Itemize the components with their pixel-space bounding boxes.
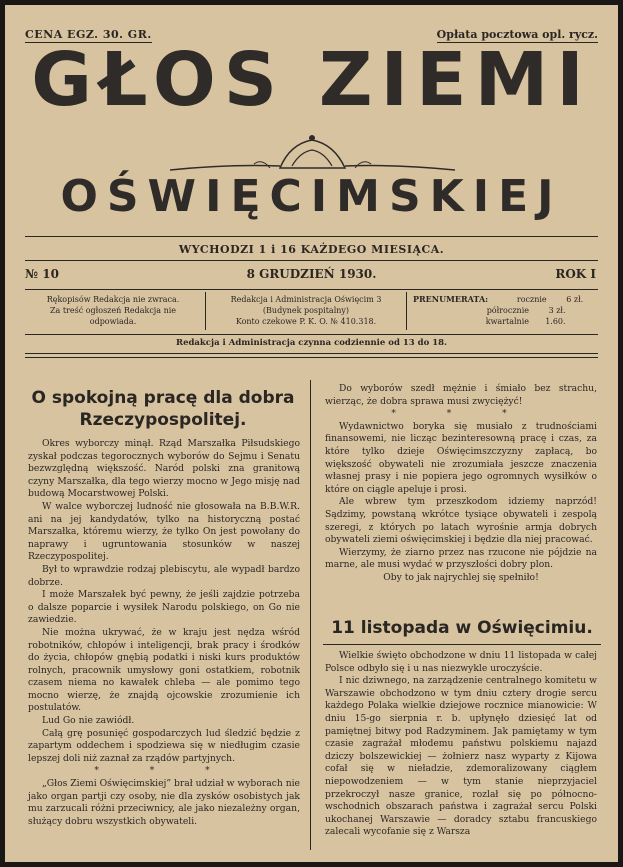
paragraph: Nie można ukrywać, że w kraju jest nędza wśród robotników, chłopów i inteligencji, brak pracy i środków do życia, chłopów gnębią podatki i niski kurs produktów rolnych, pracownik umysłowy goni ostatkiem, robotnik czasem niema no kawałek chleba — ale pomimo tego mocno wierzę, że znajdą ojcowskie zrozumienie ich postulatów. [28,626,300,714]
section-separator: * * * [94,766,234,777]
volume-year: ROK I [555,267,596,281]
paragraph: Wierzymy, że ziarno przez nas rzucone nie pójdzie na marne, ale musi wydać w przyszłości dobry plon. [325,546,597,571]
postage-label: Opłata pocztowa opl. rycz. [436,28,598,41]
issue-number: № 10 [25,267,59,281]
column-divider [310,380,311,850]
office-hours: Redakcja i Administracja czynna codziennie od 13 do 18. [176,338,447,348]
tagline-divider [25,260,598,261]
paragraph: W walce wyborczej ludność nie głosowała na B.B.W.R. ani na jej kandydatów, tylko na historyczną postać Marszałka, któremu wierzy, że tylko On jest powołany do naprawy i ugruntowania stosunków w naszej Rzeczypospolitej. [28,500,300,563]
paragraph: I nic dziwnego, na zarządzenie centralnego komitetu w Warszawie obchodzono w tym dniu cztery drogie sercu każdego Polaka wielkie dziejowe rocznice mianowicie: W dniu 15-go sierpnia r. b. upłynęło dziesięć lat od pamiętnej bitwy pod Radzyminem. Jak pamiętamy w tym czasie zagrażał młodemu państwu polskiemu najazd dziczy bolszewickiej — żołnierz nasz wyparty z Kijowa cofał się w nieładzie, zdemoralizowany ciągłem niepowodzeniem — w tym stanie nieprzyjaciel przekroczył nasze granice, rozlał się po północno-wschodnich obszarach państwa i zagrażał sercu Polski ukochanej Warszawie — doradcy sztabu francuskiego zalecali wycofanie się z Warsza [325,675,597,838]
section-separator: * * * [391,409,531,420]
article2-headline: 11 listopada w Oświęcimiu. [331,618,593,638]
paragraph: Ale wbrew tym przeszkodom idziemy naprzód! Sądzimy, powstaną wkrótce tysiące obywateli i zespolą szeregi, z których po latach wyrośnie armja dobrych obywateli ziemi oświęcimskiej i będzie dla niej pracować. [325,496,597,546]
price-label: CENA EGZ. 30. GR. [25,28,152,41]
article1-body [28,438,300,828]
paragraph: Lud Go nie zawiódł. [42,715,135,727]
headline-underline [323,644,601,645]
newspaper-page [5,5,618,862]
paragraph: Całą grę posunięć gospodarczych lud śledzić będzie z zapartym oddechem i spodziewa się w niedługim czasie lepszej doli niż zaznał za rządów partyjnych. [28,727,300,764]
paragraph: Do wyborów szedł mężnie i śmiało bez strachu, wierząc, że dobra sprawa musi zwyciężyć! [325,383,597,407]
closing-line: Oby to jak najrychlej się spełniło! [383,571,539,583]
header-bottom-rule-2 [25,357,598,358]
masthead-title-line1: GŁOS ZIEMI [31,37,592,123]
publication-frequency: WYCHODZI 1 i 16 KAŻDEGO MIESIĄCA. [178,243,445,256]
subscription-prices: PRENUMERATA: rocznie 6 zł. półrocznie 3 zł. kwartalnie 1.60. [413,294,584,326]
editorial-address: Redakcja i Administracja Oświęcim 3 (Budynek pospitalny) Konto czekowe P. K. O. № 410.318. [205,292,407,330]
info-box [25,289,598,335]
masthead-divider [25,236,598,237]
article1-headline: O spokojną pracę dla dobra Rzeczypospolitej. [31,388,295,430]
article2-body [325,650,597,839]
manuscripts-note: Rękopisów Redakcja nie zwraca. Za treść ogłoszeń Redakcja nie odpowiada. [46,295,180,326]
paragraph: Wydawnictwo boryka się musiało z trudnościami finansowemi, nie licząc bezinteresowną pracę i czas, za które tylko dzieje Oświęcimszczyzny zapłacą, bo większość obywateli nie zrozumiała jeszcze znaczenia własnej prasy i nie popiera jego ogromnych wysiłków o które on ciągle apeluje i prosi. [325,420,597,495]
article1-continuation [325,383,597,585]
masthead-title-line2: OŚWIĘCIMSKIEJ [60,171,563,222]
paragraph: Okres wyborczy minął. Rząd Marszałka Piłsudskiego zyskał podczas tegorocznych wyborów do Sejmu i Senatu bezwzględną większość. Naród polski zna granitową czyny Marszałka, dla tego wierzy mocno w Jego misję nad budową Mocarstwowej Polski. [28,438,300,500]
paragraph: „Głos Ziemi Oświęcimskiej” brał udział w wyborach nie jako organ partji czy osoby, nie dla zysków osobistych jak mu zarzucali różni przeciwnicy, ale jako niezależny organ, służący dobru wszystkich obywateli. [28,778,300,827]
paragraph: I może Marszałek być pewny, że jeśli zajdzie potrzeba o dalsze poparcie i wysiłek Narodu polskiego, on Go nie zawiedzie. [28,589,300,626]
masthead-ornament-icon [170,130,455,174]
issue-date: 8 GRUDZIEŃ 1930. [246,267,377,281]
paragraph: Wielkie święto obchodzone w dniu 11 listopada w całej Polsce odbyło się i u nas niezwykle uroczyście. [325,650,597,674]
header-bottom-rule [25,353,598,354]
paragraph: Był to wprawdzie rodzaj plebiscytu, ale wypadł bardzo dobrze. [28,563,300,588]
